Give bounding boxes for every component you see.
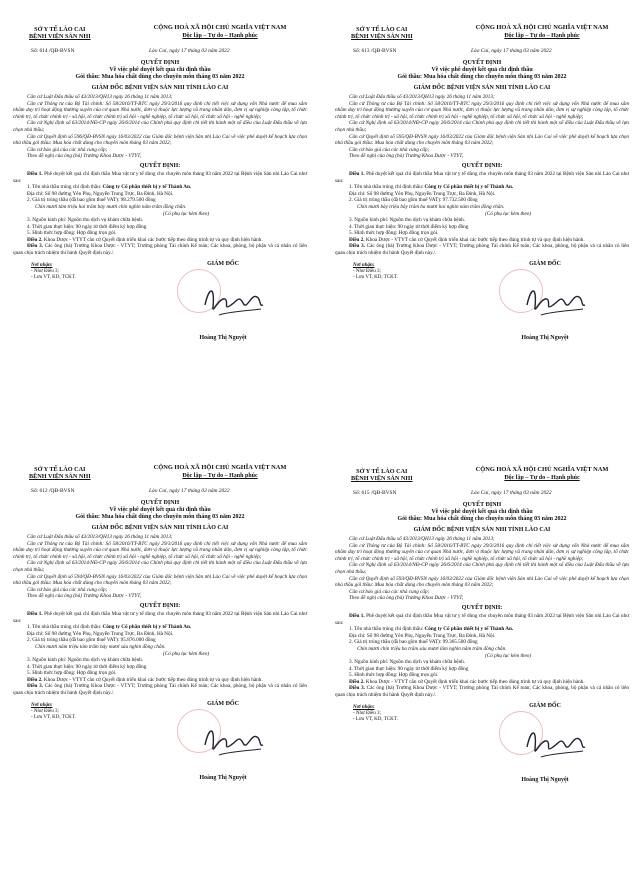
national-header — [447, 466, 637, 482]
title-line: Về việc phê duyệt kết quả chỉ định thầu — [109, 507, 211, 513]
document-title — [13, 500, 307, 521]
article-1: Điều 1. Phê duyệt kết quả chỉ định thầu Mua vật tư y tế dùng cho chuyên môn tháng 03 năm 2022 tại Bệnh viện Sản nhi Lào Cai như sau: — [335, 170, 629, 184]
document-title — [335, 502, 629, 523]
contract-type: 5. Hình thức hợp đồng: Hợp đồng trọn gói. — [349, 230, 439, 237]
article-2: Điều 2. Khoa Dược - VTYT căn cứ Quyết định triển khai các bước tiếp theo đúng trình tự và quy định hiện hành. — [27, 236, 263, 243]
document-number: Số: 613 /QĐ-BVSN — [353, 48, 397, 54]
article-1: Điều 1. Phê duyệt kết quả chỉ định thầu Mua vật tư y tế dùng cho chuyên môn tháng 03 năm 2022 tại Bệnh viện Sản nhi Lào Cai như sau: — [335, 612, 629, 626]
contract-type: 5. Hình thức hợp đồng: Hợp đồng trọn gói. — [27, 670, 117, 677]
basis-paragraph: Căn cứ Luật Đấu thầu số 43/2013/QH13 ngày 26 tháng 11 năm 2013; — [349, 94, 495, 100]
contract-value-line: 2. Giá trị trúng thầu (đã bao gồm thuế VAT): 95.876.000 đồng — [27, 637, 156, 644]
document-title — [13, 60, 307, 81]
contract-value-line: 2. Giá trị trúng thầu (đã bao gồm thuế VAT): 97.732.500 đồng — [349, 197, 478, 204]
document-meta — [335, 48, 629, 58]
signature-block — [163, 260, 283, 341]
execution-time: 4. Thời gian thực hiện: 90 ngày từ thời điểm ký hợp đồng — [27, 223, 147, 230]
ministry-name: SỞ Y TẾ LÀO CAI — [34, 26, 86, 33]
signer-role: GIÁM ĐỐC — [207, 700, 239, 707]
contract-value-line: 2. Giá trị trúng thầu (đã bao gồm thuế VAT): 98.279.500 đồng — [27, 197, 156, 204]
contract-value: 98.279.500 đồng — [120, 197, 156, 204]
article-2: Điều 2. Khoa Dược - VTYT căn cứ Quyết định triển khai các bước tiếp theo đúng trình tự và quy định hiện hành. — [349, 236, 585, 243]
signer-role: GIÁM ĐỐC — [529, 260, 561, 267]
funding-source: 3. Nguồn kinh phí: Nguồn thu dịch vụ khám chữa bệnh. — [27, 217, 144, 224]
execution-time: 4. Thời gian thực hiện: 90 ngày từ thời điểm ký hợp đồng — [349, 665, 469, 672]
hospital-name: BỆNH VIỆN SẢN NHI — [351, 475, 413, 482]
signature-mark — [199, 715, 269, 765]
document-meta — [335, 490, 629, 500]
legal-basis — [13, 534, 307, 600]
funding-source: 3. Nguồn kinh phí: Nguồn thu dịch vụ khám chữa bệnh. — [27, 657, 144, 664]
basis-paragraph: Căn cứ Luật Đấu thầu số 43/2013/QH13 ngày 26 tháng 11 năm 2013; — [27, 534, 173, 540]
decision-body — [335, 171, 629, 257]
basis-paragraph: Căn cứ Quyết định số 595/QĐ-BVSN ngày 16/03/2022 của Giám đốc bệnh viện Sản nhi Lào Cai về việc phê duyệt kế hoạch lựa chọn nhà thầu gói thầu: Mua hóa chất dùng cho chuyên môn tháng 03 năm 2022; — [335, 133, 629, 147]
title-line: QUYẾT ĐỊNH — [140, 60, 180, 66]
decision-sheet — [5, 8, 315, 446]
decision-sheet — [327, 8, 637, 446]
title-line: Gói thầu: Mua hóa chất dùng cho chuyên môn tháng 03 năm 2022 — [75, 74, 245, 80]
signature-mark — [199, 275, 269, 325]
legal-basis — [335, 536, 629, 602]
document-meta — [13, 48, 307, 58]
contract-type: 5. Hình thức hợp đồng: Hợp đồng trọn gói. — [349, 672, 439, 679]
article-1: Điều 1. Phê duyệt kết quả chỉ định thầu Mua vật tư y tế dùng cho chuyên môn tháng 03 năm 2022 tại Bệnh viện Sản nhi Lào Cai như sau: — [13, 170, 307, 184]
document-meta — [13, 488, 307, 498]
funding-source: 3. Nguồn kinh phí: Nguồn thu dịch vụ khám chữa bệnh. — [349, 217, 466, 224]
document-footer — [13, 701, 307, 787]
title-line: Về việc phê duyệt kết quả chỉ định thầu — [431, 67, 533, 73]
basis-paragraph: Căn cứ Thông tư của Bộ Tài chính: Số 58/2016/TT-BTC ngày 29/3/2016 quy định chi tiết việc sử dụng vốn Nhà nước để mua sắm nhằm duy trì hoạt động thường xuyên của cơ quan Nhà nước, đơn vị thuộc lực lượng vũ trang nhân dân, đơn vị sự nghiệp công lập, tổ chức chính trị, tổ chức chính trị - xã hội, tổ chức chính trị xã hội - nghề nghiệp, tổ chức xã hội, tổ chức xã hội - nghề nghiệp; — [335, 542, 629, 562]
value-in-words: Chín mươi chín triệu ba trăm sáu mươi lăm nghìn năm trăm đồng chẵn. — [357, 645, 507, 652]
basis-paragraph: Căn cứ Nghị định số 63/2014/NĐ-CP ngày 26/6/2014 của Chính phủ quy định chi tiết thi hành một số điều của Luật Đấu thầu về lựa chọn nhà thầu; — [13, 560, 307, 573]
contract-type: 5. Hình thức hợp đồng: Hợp đồng trọn gói. — [27, 230, 117, 237]
value-in-words: Chín mươi tám triệu hai trăm bảy mươi chín nghìn năm trăm đồng chẵn. — [35, 203, 187, 210]
signature-mark — [521, 717, 591, 767]
recipients: Nơi nhận: - Như Điều 3; - Lưu VT, KD, TCKT. — [31, 702, 76, 721]
signer-name: Hoàng Thị Nguyệt — [199, 334, 247, 341]
signature-mark — [521, 275, 591, 325]
document-header — [335, 454, 629, 490]
appendix-note: (Có phụ lục kèm theo) — [163, 650, 210, 657]
contract-value: 99.365.500 đồng — [442, 639, 478, 646]
decision-body — [13, 171, 307, 257]
title-line: QUYẾT ĐỊNH — [462, 502, 502, 508]
article-3: Điều 3. Các ông (bà) Trưởng Khoa Dược - VTYT; Trưởng phòng Tài chính Kế toán; Các khoa, phòng, bộ phận và cá nhân có liên quan chịu trách nhiệm thi hành Quyết định này./. — [13, 243, 308, 257]
legal-basis — [335, 94, 629, 160]
national-header — [125, 464, 315, 480]
document-number: Số: 615 /QĐ-BVSN — [353, 490, 397, 496]
signer-role: GIÁM ĐỐC — [529, 702, 561, 709]
title-line: Về việc phê duyệt kết quả chỉ định thầu — [431, 509, 533, 515]
document-footer — [13, 261, 307, 347]
country-name: CỘNG HOÀ XÃ HỘI CHỦ NGHĨA VIỆT NAM — [475, 24, 609, 31]
document-date: Lào Cai, ngày 17 tháng 03 năm 2022 — [471, 490, 552, 496]
country-name: CỘNG HOÀ XÃ HỘI CHỦ NGHĨA VIỆT NAM — [475, 466, 609, 473]
national-motto: Độc lập – Tự do – Hạnh phúc — [182, 473, 258, 479]
basis-paragraph: Căn cứ Nghị định số 63/2014/NĐ-CP ngày 26/6/2014 của Chính phủ quy định chi tiết thi hành một số điều của Luật Đấu thầu về lựa chọn nhà thầu; — [13, 120, 307, 133]
signer-name: Hoàng Thị Nguyệt — [521, 776, 569, 783]
basis-paragraph: Căn cứ Quyết định số 594/QĐ-BVSN ngày 16/03/2022 của Giám đốc bệnh viện Sản nhi Lào Cai về việc phê duyệt kế hoạch lựa chọn nhà thầu gói thầu: Mua hóa chất dùng cho chuyên môn tháng 03 năm 2022; — [13, 573, 307, 587]
basis-paragraph: Căn cứ Nghị định số 63/2014/NĐ-CP ngày 26/6/2014 của Chính phủ quy định chi tiết thi hành một số điều của Luật Đấu thầu về lựa chọn nhà thầu; — [335, 562, 629, 575]
document-footer — [335, 703, 629, 789]
execution-time: 4. Thời gian thực hiện: 90 ngày từ thời điểm ký hợp đồng — [27, 663, 147, 670]
contractor-line: 1. Tên nhà thầu trúng chỉ định thầu: Công ty Cổ phần thiết bị y tế Thành An. — [349, 626, 514, 633]
document-date: Lào Cai, ngày 17 tháng 03 năm 2022 — [149, 48, 230, 54]
basis-paragraph: Theo đề nghị của ông (bà) Trưởng Khoa Dược - VTYT, — [27, 153, 142, 160]
contractor-line: 1. Tên nhà thầu trúng chỉ định thầu: Công ty Cổ phần thiết bị y tế Thành An. — [349, 184, 514, 191]
appendix-note: (Có phụ lục kèm theo) — [485, 210, 532, 217]
article-3: Điều 3. Các ông (bà) Trưởng Khoa Dược - VTYT; Trưởng phòng Tài chính Kế toán; Các khoa, phòng, bộ phận và cá nhân có liên quan chịu trách nhiệm thi hành Quyết định này./. — [335, 243, 630, 257]
national-motto: Độc lập – Tự do – Hạnh phúc — [504, 33, 580, 39]
country-name: CỘNG HOÀ XÃ HỘI CHỦ NGHĨA VIỆT NAM — [153, 464, 287, 471]
contract-value-line: 2. Giá trị trúng thầu (đã bao gồm thuế VAT): 99.365.500 đồng — [349, 639, 478, 646]
signer-name: Hoàng Thị Nguyệt — [521, 334, 569, 341]
signature-block — [485, 260, 605, 341]
contractor-line: 1. Tên nhà thầu trúng chỉ định thầu: Công ty Cổ phần thiết bị y tế Thành An. — [27, 624, 192, 631]
decision-heading: QUYẾT ĐỊNH: — [461, 604, 503, 611]
national-header — [125, 24, 315, 40]
basis-paragraph: Căn cứ Nghị định số 63/2014/NĐ-CP ngày 26/6/2014 của Chính phủ quy định chi tiết thi hành một số điều của Luật Đấu thầu về lựa chọn nhà thầu; — [335, 120, 629, 133]
document-number: Số: 612 /QĐ-BVSN — [31, 488, 75, 494]
contract-value: 97.732.500 đồng — [442, 197, 478, 204]
title-line: Về việc phê duyệt kết quả chỉ định thầu — [109, 67, 211, 73]
decision-heading: QUYẾT ĐỊNH: — [461, 162, 503, 169]
appendix-note: (Có phụ lục kèm theo) — [485, 652, 532, 659]
basis-paragraph: Căn cứ báo giá của các nhà cung cấp; — [349, 588, 430, 595]
article-3: Điều 3. Các ông (bà) Trưởng Khoa Dược - VTYT; Trưởng phòng Tài chính Kế toán; Các khoa, phòng, bộ phận và cá nhân có liên quan chịu trách nhiệm thi hành Quyết định này./. — [13, 683, 308, 697]
issuing-agency — [351, 468, 413, 482]
document-header — [13, 12, 307, 48]
decision-heading: QUYẾT ĐỊNH: — [139, 162, 181, 169]
director-heading: GIÁM ĐỐC BỆNH VIỆN SẢN NHI TỈNH LÀO CAI — [91, 525, 229, 531]
basis-paragraph: Căn cứ báo giá của các nhà cung cấp; — [349, 146, 430, 153]
signature-block — [485, 702, 605, 783]
decision-sheet — [5, 448, 315, 886]
title-line: Gói thầu: Mua hóa chất dùng cho chuyên môn tháng 03 năm 2022 — [397, 74, 567, 80]
basis-paragraph: Căn cứ báo giá của các nhà cung cấp; — [27, 586, 108, 593]
contractor-line: 1. Tên nhà thầu trúng chỉ định thầu: Công ty Cổ phần thiết bị y tế Thành An. — [27, 184, 192, 191]
title-line: Gói thầu: Mua hóa chất dùng cho chuyên môn tháng 03 năm 2022 — [75, 514, 245, 520]
basis-paragraph: Căn cứ báo giá của các nhà cung cấp; — [27, 146, 108, 153]
hospital-name: BỆNH VIỆN SẢN NHI — [29, 33, 91, 40]
title-line: QUYẾT ĐỊNH — [140, 500, 180, 506]
decision-heading: QUYẾT ĐỊNH: — [139, 602, 181, 609]
contract-value: 95.876.000 đồng — [120, 637, 156, 644]
title-line: Gói thầu: Mua hóa chất dùng cho chuyên môn tháng 03 năm 2022 — [397, 516, 567, 522]
national-motto: Độc lập – Tự do – Hạnh phúc — [504, 475, 580, 481]
contractor-name: Công ty Cổ phần thiết bị y tế Thành An. — [102, 184, 192, 191]
director-heading: GIÁM ĐỐC BỆNH VIỆN SẢN NHI TỈNH LÀO CAI — [413, 527, 551, 533]
article-2: Điều 2. Khoa Dược - VTYT căn cứ Quyết định triển khai các bước tiếp theo đúng trình tự và quy định hiện hành. — [27, 676, 263, 683]
funding-source: 3. Nguồn kinh phí: Nguồn thu dịch vụ khám chữa bệnh. — [349, 659, 466, 666]
director-heading: GIÁM ĐỐC BỆNH VIỆN SẢN NHI TỈNH LÀO CAI — [91, 85, 229, 91]
document-number: Số: 614 /QĐ-BVSN — [31, 48, 75, 54]
issuing-agency — [29, 466, 91, 480]
ministry-name: SỞ Y TẾ LÀO CAI — [356, 26, 408, 33]
contractor-name: Công ty Cổ phần thiết bị y tế Thành An. — [424, 626, 514, 633]
document-date: Lào Cai, ngày 17 tháng 03 năm 2022 — [149, 488, 230, 494]
country-name: CỘNG HOÀ XÃ HỘI CHỦ NGHĨA VIỆT NAM — [153, 24, 287, 31]
basis-paragraph: Căn cứ Luật Đấu thầu số 43/2013/QH13 ngày 26 tháng 11 năm 2013; — [27, 94, 173, 100]
signature-block — [163, 700, 283, 781]
basis-paragraph: Căn cứ Thông tư của Bộ Tài chính: Số 58/2016/TT-BTC ngày 29/3/2016 quy định chi tiết việc sử dụng vốn Nhà nước để mua sắm nhằm duy trì hoạt động thường xuyên của cơ quan Nhà nước, đơn vị thuộc lực lượng vũ trang nhân dân, đơn vị sự nghiệp công lập, tổ chức chính trị, tổ chức chính trị - xã hội, tổ chức chính trị xã hội - nghề nghiệp, tổ chức xã hội, tổ chức xã hội - nghề nghiệp; — [335, 100, 629, 120]
basis-paragraph: Căn cứ Luật Đấu thầu số 43/2013/QH13 ngày 26 tháng 11 năm 2013; — [349, 536, 495, 542]
hospital-name: BỆNH VIỆN SẢN NHI — [351, 33, 413, 40]
basis-paragraph: Theo đề nghị của ông (bà) Trưởng Khoa Dược - VTYT, — [27, 593, 142, 600]
value-in-words: Chín mươi năm triệu tám trăm bảy mươi sáu nghìn đồng chẵn. — [35, 643, 166, 650]
basis-paragraph: Căn cứ Quyết định số 593/QĐ-BVSN ngày 16/03/2022 của Giám đốc bệnh viện Sản nhi Lào Cai về việc phê duyệt kế hoạch lựa chọn nhà thầu gói thầu: Mua hóa chất dùng cho chuyên môn tháng 03 năm 2022; — [335, 575, 629, 589]
recipients: Nơi nhận: - Như Điều 3; - Lưu VT, KD, TCKT. — [31, 262, 76, 281]
appendix-note: (Có phụ lục kèm theo) — [163, 210, 210, 217]
document-header — [335, 12, 629, 48]
national-motto: Độc lập – Tự do – Hạnh phúc — [182, 33, 258, 39]
contractor-address: Địa chỉ: Số 98 đường Yên Phụ, Nguyễn Trung Trực, Ba Đình, Hà Nội. — [349, 632, 496, 639]
decision-body — [13, 611, 307, 697]
article-3: Điều 3. Các ông (bà) Trưởng Khoa Dược - VTYT; Trưởng phòng Tài chính Kế toán; Các khoa, phòng, bộ phận và cá nhân có liên quan chịu trách nhiệm thi hành Quyết định này./. — [335, 685, 630, 699]
national-header — [447, 24, 637, 40]
decision-body — [335, 613, 629, 699]
contractor-address: Địa chỉ: Số 98 đường Yên Phụ, Nguyễn Trung Trực, Ba Đình, Hà Nội. — [349, 190, 496, 197]
document-footer — [335, 261, 629, 347]
contractor-address: Địa chỉ: Số 98 đường Yên Phụ, Nguyễn Trung Trực, Ba Đình, Hà Nội. — [27, 190, 174, 197]
basis-paragraph: Căn cứ Thông tư của Bộ Tài chính: Số 58/2016/TT-BTC ngày 29/3/2016 quy định chi tiết việc sử dụng vốn Nhà nước để mua sắm nhằm duy trì hoạt động thường xuyên của cơ quan Nhà nước, đơn vị thuộc lực lượng vũ trang nhân dân, đơn vị sự nghiệp công lập, tổ chức chính trị, tổ chức chính trị - xã hội, tổ chức chính trị xã hội - nghề nghiệp, tổ chức xã hội, tổ chức xã hội - nghề nghiệp; — [13, 100, 307, 120]
hospital-name: BỆNH VIỆN SẢN NHI — [29, 473, 91, 480]
value-in-words: Chín mươi bảy triệu bảy trăm ba mươi hai nghìn năm trăm đồng chẵn. — [357, 203, 505, 210]
basis-paragraph: Theo đề nghị của ông (bà) Trưởng Khoa Dược - VTYT, — [349, 595, 464, 602]
article-1: Điều 1. Phê duyệt kết quả chỉ định thầu Mua vật tư y tế dùng cho chuyên môn tháng 03 năm 2022 tại Bệnh viện Sản nhi Lào Cai như sau: — [13, 610, 307, 624]
signer-name: Hoàng Thị Nguyệt — [199, 774, 247, 781]
contractor-name: Công ty Cổ phần thiết bị y tế Thành An. — [102, 624, 192, 631]
director-heading: GIÁM ĐỐC BỆNH VIỆN SẢN NHI TỈNH LÀO CAI — [413, 85, 551, 91]
legal-basis — [13, 94, 307, 160]
ministry-name: SỞ Y TẾ LÀO CAI — [356, 468, 408, 475]
issuing-agency — [29, 26, 91, 40]
recipients: Nơi nhận: - Như Điều 3; - Lưu VT, KD, TCKT. — [353, 704, 398, 723]
basis-paragraph: Căn cứ Quyết định số 596/QĐ-BVSN ngày 16/03/2022 của Giám đốc bệnh viện Sản nhi Lào Cai về việc phê duyệt kế hoạch lựa chọn nhà thầu gói thầu: Mua hóa chất dùng cho chuyên môn tháng 03 năm 2022; — [13, 133, 307, 147]
recipients: Nơi nhận: - Như Điều 3; - Lưu VT, KD, TCKT. — [353, 262, 398, 281]
basis-paragraph: Căn cứ Thông tư của Bộ Tài chính: Số 58/2016/TT-BTC ngày 29/3/2016 quy định chi tiết việc sử dụng vốn Nhà nước để mua sắm nhằm duy trì hoạt động thường xuyên của cơ quan Nhà nước, đơn vị thuộc lực lượng vũ trang nhân dân, đơn vị sự nghiệp công lập, tổ chức chính trị, tổ chức chính trị - xã hội, tổ chức chính trị xã hội - nghề nghiệp, tổ chức xã hội, tổ chức xã hội - nghề nghiệp; — [13, 540, 307, 560]
contractor-name: Công ty Cổ phần thiết bị y tế Thành An. — [424, 184, 514, 191]
issuing-agency — [351, 26, 413, 40]
document-title — [335, 60, 629, 81]
document-date: Lào Cai, ngày 17 tháng 03 năm 2022 — [471, 48, 552, 54]
ministry-name: SỞ Y TẾ LÀO CAI — [34, 466, 86, 473]
decision-sheet — [327, 450, 637, 888]
basis-paragraph: Theo đề nghị của ông (bà) Trưởng Khoa Dược - VTYT, — [349, 153, 464, 160]
title-line: QUYẾT ĐỊNH — [462, 60, 502, 66]
document-header — [13, 452, 307, 488]
signer-role: GIÁM ĐỐC — [207, 260, 239, 267]
contractor-address: Địa chỉ: Số 98 đường Yên Phụ, Nguyễn Trung Trực, Ba Đình, Hà Nội. — [27, 630, 174, 637]
article-2: Điều 2. Khoa Dược - VTYT căn cứ Quyết định triển khai các bước tiếp theo đúng trình tự và quy định hiện hành. — [349, 678, 585, 685]
execution-time: 4. Thời gian thực hiện: 90 ngày từ thời điểm ký hợp đồng — [349, 223, 469, 230]
